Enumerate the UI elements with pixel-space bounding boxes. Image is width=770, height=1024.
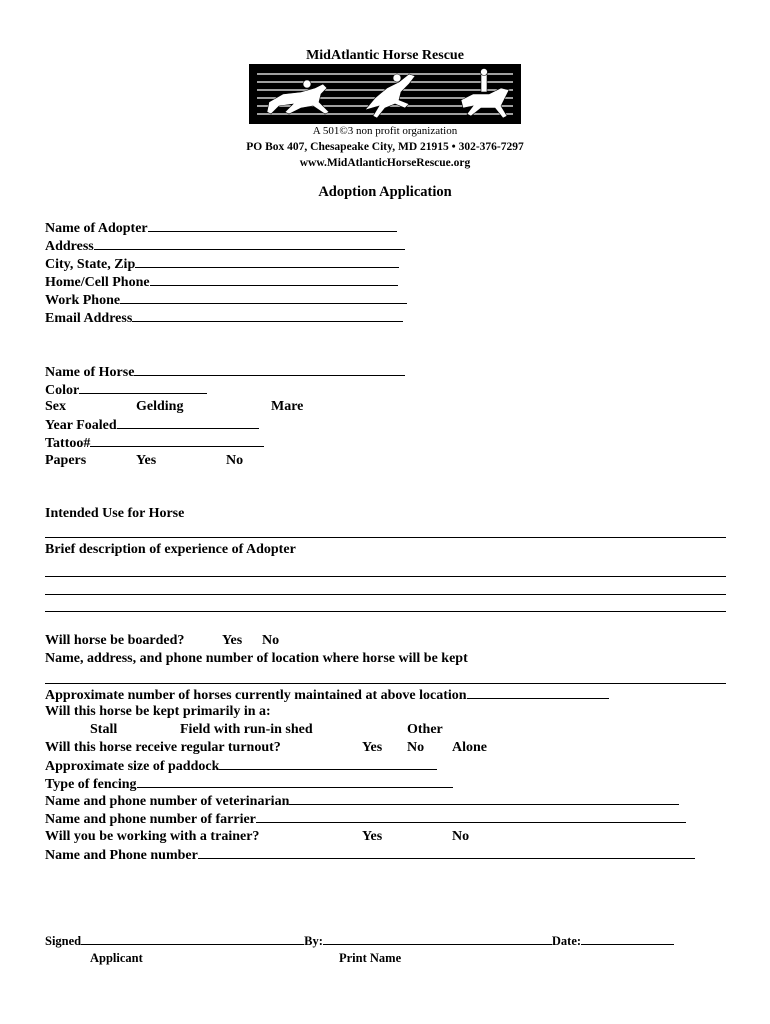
tattoo-label: Tattoo# xyxy=(45,436,91,451)
paddock-label: Approximate size of paddock xyxy=(45,759,220,774)
fencing-field[interactable] xyxy=(45,775,453,793)
boarded-yes-option[interactable]: Yes xyxy=(222,633,243,648)
farrier-line[interactable] xyxy=(256,810,686,823)
other-option[interactable]: Other xyxy=(407,722,443,737)
horse-name-field[interactable] xyxy=(45,363,405,381)
farrier-field[interactable] xyxy=(45,810,686,828)
color-label: Color xyxy=(45,383,80,398)
horse-name-label: Name of Horse xyxy=(45,365,135,380)
location-line[interactable] xyxy=(45,683,726,684)
experience-label: Brief description of experience of Adopter xyxy=(45,542,296,557)
horse-count-line[interactable] xyxy=(467,686,609,699)
phone-field[interactable] xyxy=(45,273,398,291)
vet-label: Name and phone number of veterinarian xyxy=(45,794,290,809)
applicant-label: Applicant xyxy=(90,951,143,965)
turnout-yes-option[interactable]: Yes xyxy=(362,740,383,755)
vet-field[interactable] xyxy=(45,792,679,810)
signed-label: Signed xyxy=(45,934,82,948)
adopter-name-line[interactable] xyxy=(148,219,397,232)
experience-line-1[interactable] xyxy=(45,576,726,577)
boarded-label: Will horse be boarded? xyxy=(45,633,185,648)
tattoo-line[interactable] xyxy=(90,434,264,447)
print-name-label: Print Name xyxy=(339,951,402,965)
sex-label: Sex xyxy=(45,399,66,414)
turnout-alone-option[interactable]: Alone xyxy=(452,740,487,755)
signature-row xyxy=(45,932,674,949)
kept-label: Will this horse be kept primarily in a: xyxy=(45,704,271,719)
paddock-line[interactable] xyxy=(219,757,437,770)
horse-name-line[interactable] xyxy=(134,363,405,376)
email-line[interactable] xyxy=(132,309,403,322)
foaled-line[interactable] xyxy=(117,416,259,429)
address-label: Address xyxy=(45,239,94,254)
signed-line[interactable] xyxy=(81,932,304,945)
papers-label: Papers xyxy=(45,453,87,468)
mare-option[interactable]: Mare xyxy=(271,399,304,414)
stall-option[interactable]: Stall xyxy=(90,722,118,737)
form-title: Adoption Application xyxy=(318,184,452,200)
adopter-name-field[interactable] xyxy=(45,219,397,237)
horse-logo xyxy=(249,64,521,124)
experience-line-2[interactable] xyxy=(45,594,726,595)
boarded-no-option[interactable]: No xyxy=(262,633,280,648)
intended-use-label: Intended Use for Horse xyxy=(45,506,185,521)
gelding-option[interactable]: Gelding xyxy=(136,399,184,414)
nonprofit-text: A 501©3 non profit organization xyxy=(312,125,458,137)
city-label: City, State, Zip xyxy=(45,257,136,272)
work-phone-line[interactable] xyxy=(120,291,407,304)
tattoo-field[interactable] xyxy=(45,434,264,452)
color-field[interactable] xyxy=(45,381,207,399)
experience-line-3[interactable] xyxy=(45,611,726,612)
turnout-no-option[interactable]: No xyxy=(407,740,425,755)
org-name: MidAtlantic Horse Rescue xyxy=(306,48,464,63)
address-field[interactable] xyxy=(45,237,405,255)
vet-line[interactable] xyxy=(289,792,679,805)
horse-count-field[interactable] xyxy=(45,686,609,704)
paddock-field[interactable] xyxy=(45,757,437,775)
farrier-label: Name and phone number of farrier xyxy=(45,812,256,827)
turnout-label: Will this horse receive regular turnout? xyxy=(45,740,281,755)
phone-label: Home/Cell Phone xyxy=(45,275,150,290)
work-phone-label: Work Phone xyxy=(45,293,121,308)
horse-count-label: Approximate number of horses currently maintained at above location xyxy=(45,688,467,703)
date-line[interactable] xyxy=(581,932,674,945)
org-website: www.MidAtlanticHorseRescue.org xyxy=(299,157,471,169)
date-label: Date: xyxy=(551,934,582,948)
papers-yes-option[interactable]: Yes xyxy=(136,453,157,468)
fencing-line[interactable] xyxy=(137,775,453,788)
color-line[interactable] xyxy=(79,381,207,394)
address-line[interactable] xyxy=(94,237,405,250)
work-phone-field[interactable] xyxy=(45,291,407,309)
phone-line[interactable] xyxy=(150,273,398,286)
city-line[interactable] xyxy=(135,255,399,268)
adopter-name-label: Name of Adopter xyxy=(45,221,148,236)
location-label: Name, address, and phone number of location where horse will be kept xyxy=(45,651,468,666)
intended-use-line[interactable] xyxy=(45,537,726,538)
papers-no-option[interactable]: No xyxy=(226,453,244,468)
email-label: Email Address xyxy=(45,311,133,326)
trainer-phone-field[interactable] xyxy=(45,846,695,864)
by-line[interactable] xyxy=(323,932,552,945)
foaled-label: Year Foaled xyxy=(45,418,117,433)
fencing-label: Type of fencing xyxy=(45,777,137,792)
email-field[interactable] xyxy=(45,309,403,327)
trainer-label: Will you be working with a trainer? xyxy=(45,829,260,844)
city-field[interactable] xyxy=(45,255,399,273)
field-shed-option[interactable]: Field with run-in shed xyxy=(180,722,313,737)
trainer-yes-option[interactable]: Yes xyxy=(362,829,383,844)
trainer-no-option[interactable]: No xyxy=(452,829,470,844)
org-address: PO Box 407, Chesapeake City, MD 21915 • 302-376-7297 xyxy=(246,141,524,153)
trainer-phone-label: Name and Phone number xyxy=(45,848,198,863)
by-label: By: xyxy=(304,934,323,948)
foaled-field[interactable] xyxy=(45,416,259,434)
trainer-phone-line[interactable] xyxy=(198,846,695,859)
